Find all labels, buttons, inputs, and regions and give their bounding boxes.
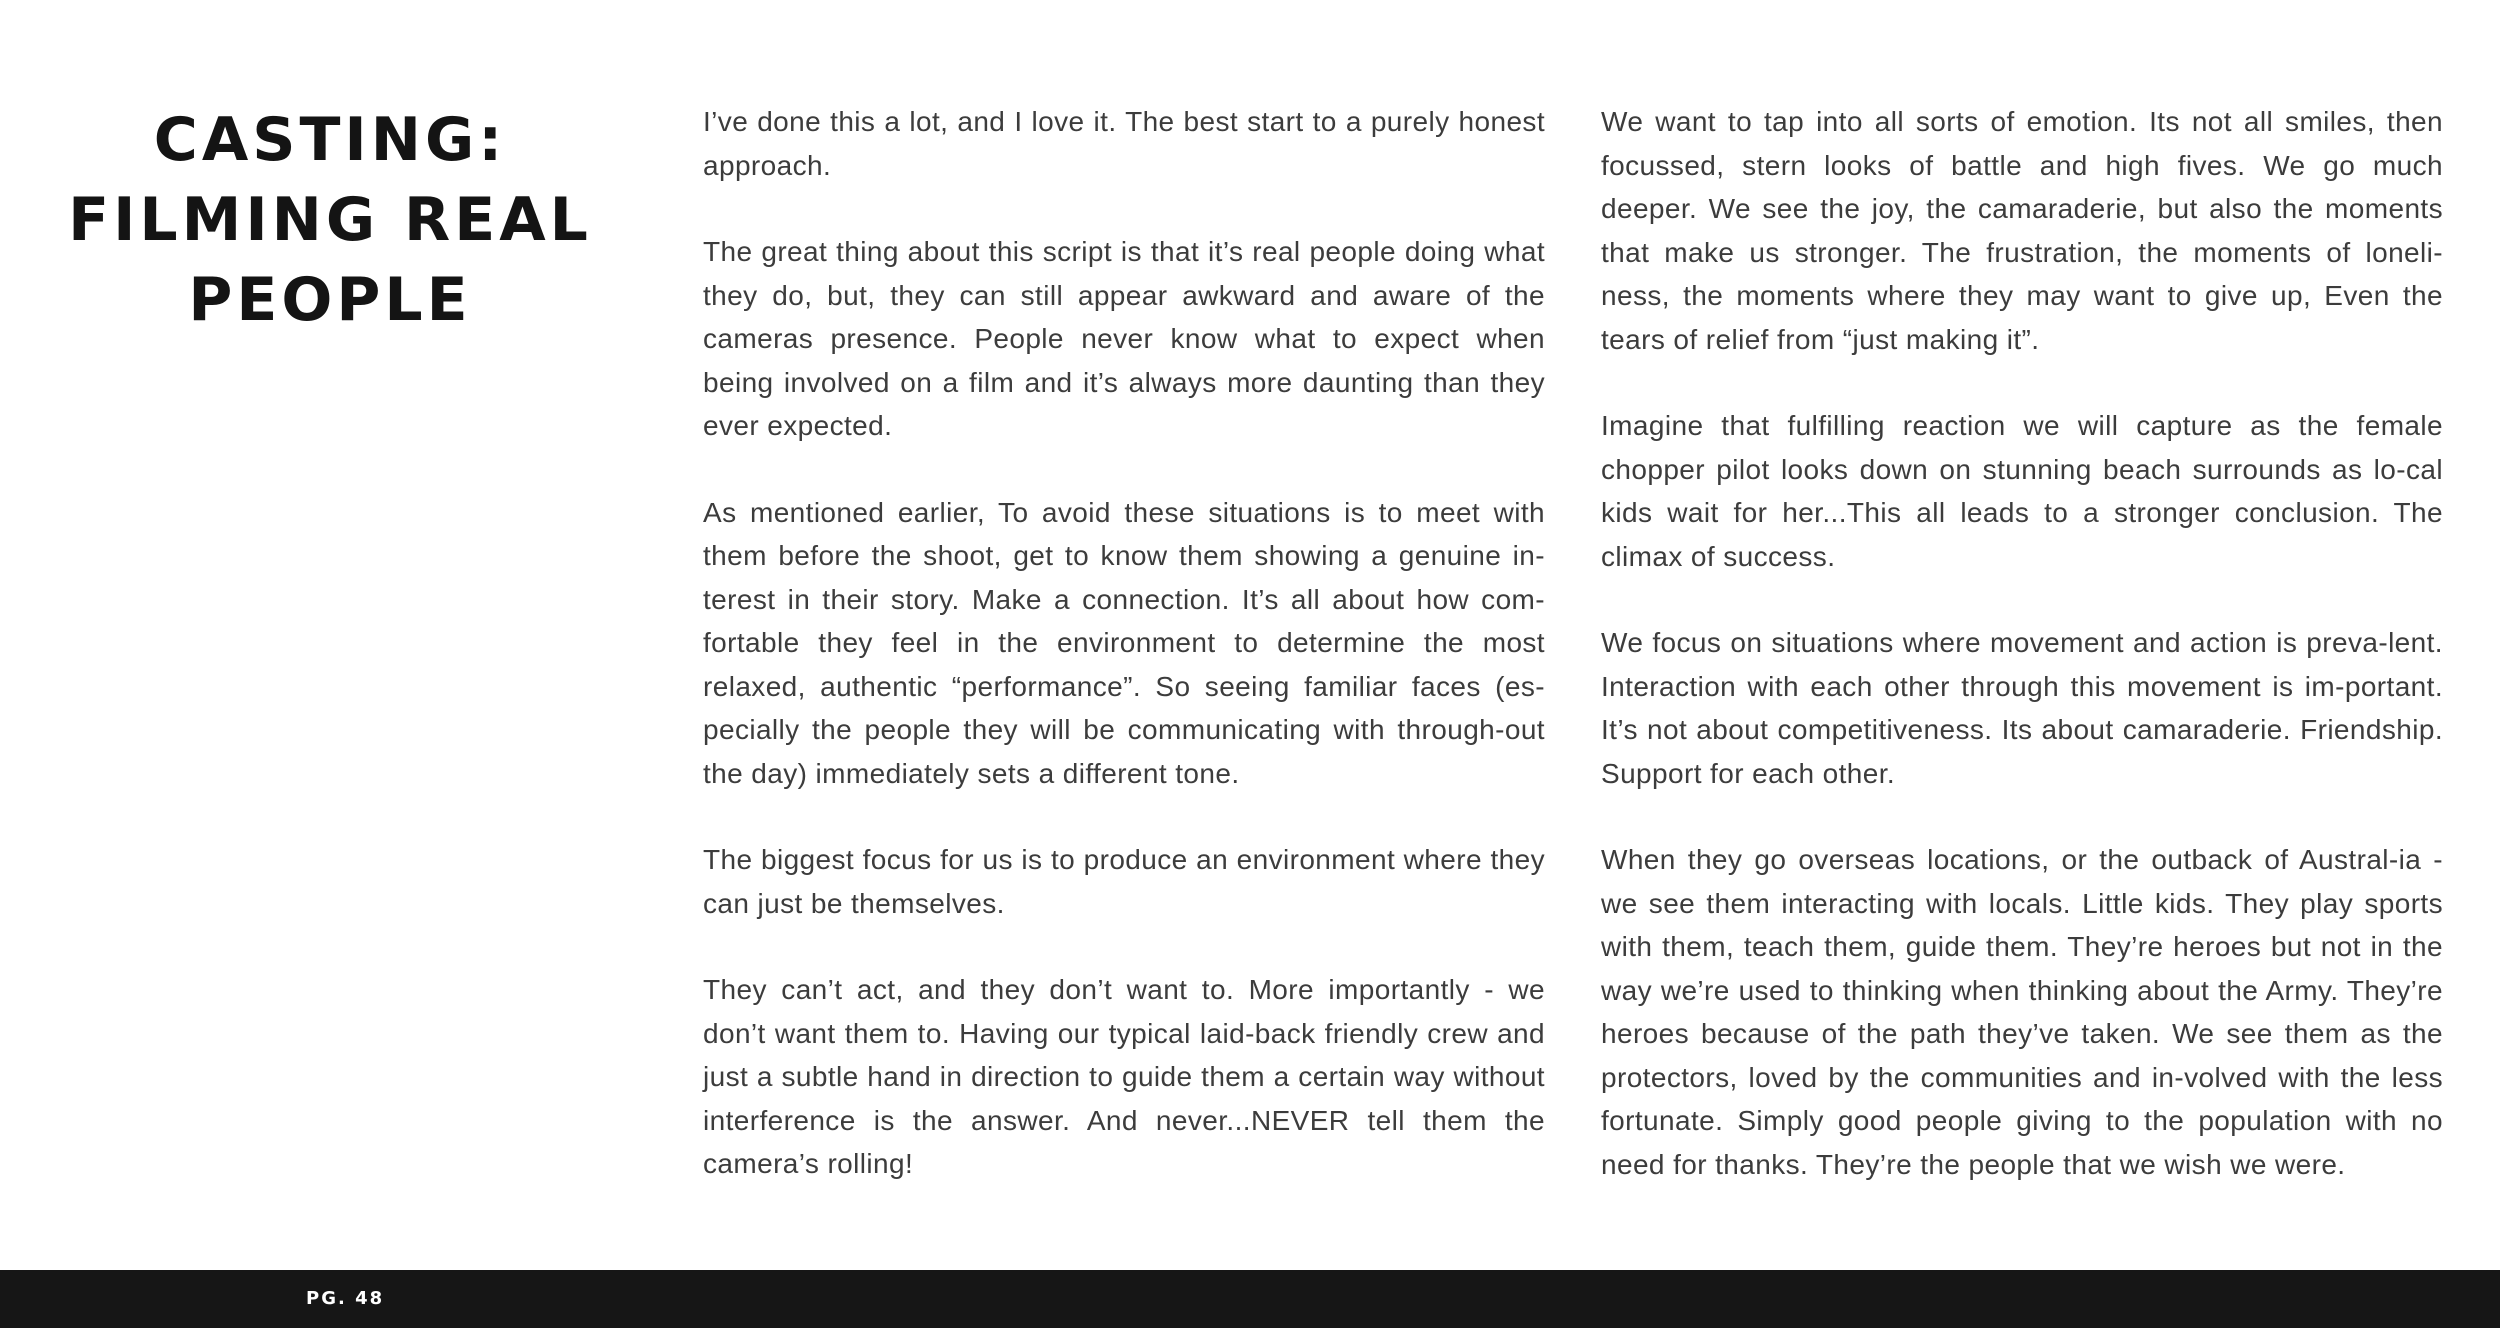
page-title	[60, 100, 600, 340]
page-number: PG. 48	[306, 1288, 385, 1309]
body-paragraph: When they go overseas locations, or the outback of Austral-ia - we see them interacting with locals. Little kids. They play sports with them, teach them, guide them. They’re heroes but not in the way we’re used to thinking when thinking about the Army. They’re heroes because of the path they’ve taken. We see them as the protectors, loved by the communities and in-volved with the less fortunate. Simply good people giving to the population with no need for thanks. They’re the people that we wish we were.	[1601, 844, 2443, 1180]
body-paragraph: We want to tap into all sorts of emotion. Its not all smiles, then focussed, stern looks of battle and high fives. We go much deeper. We see the joy, the camaraderie, but also the moments that make us stronger. The frustration, the moments of loneli-ness, the moments where they may want to give up, Even the tears of relief from “just making it”.	[1601, 106, 2443, 355]
body-paragraph: The great thing about this script is that it’s real people doing what they do, but, they can still appear awkward and aware of the cameras presence. People never know what to expect when being involved on a film and it’s always more daunting than they ever expected.	[703, 236, 1545, 441]
right-text-column	[1601, 100, 2443, 1229]
body-paragraph: Imagine that fulfilling reaction we will capture as the female chopper pilot looks down on stunning beach surrounds as lo-cal kids wait for her...This all leads to a stronger conclusion. The climax of success.	[1601, 410, 2443, 572]
footer-bar	[0, 1270, 2500, 1328]
body-paragraph: As mentioned earlier, To avoid these situations is to meet with them before the shoot, get to know them showing a genuine in-terest in their story. Make a connection. It’s all about how com-fortable they feel in the environment to determine the most relaxed, authentic “performance”. So seeing familiar faces (es-pecially the people they will be communicating with through-out the day) immediately sets a different tone.	[703, 496, 1545, 789]
page-title-line-2: FILMING REAL	[68, 185, 592, 255]
body-paragraph: They can’t act, and they don’t want to. More importantly - we don’t want them to. Having our typical laid-back friendly crew and just a subtle hand in direction to guide them a certain way without interference is the answer. And never...NEVER tell them the camera’s rolling!	[703, 974, 1545, 1179]
page-title-line-3: PEOPLE	[188, 265, 472, 335]
body-paragraph: We focus on situations where movement and action is preva-lent. Interaction with each other through this movement is im-portant. It’s not about competitiveness. Its about camaraderie. Friendship. Support for each other.	[1601, 627, 2443, 789]
left-text-column	[703, 100, 1545, 1229]
body-paragraph: I’ve done this a lot, and I love it. The best start to a purely honest approach.	[703, 106, 1545, 181]
page-title-line-1: CASTING:	[153, 105, 507, 175]
body-paragraph: The biggest focus for us is to produce an environment where they can just be themselves.	[703, 844, 1545, 919]
